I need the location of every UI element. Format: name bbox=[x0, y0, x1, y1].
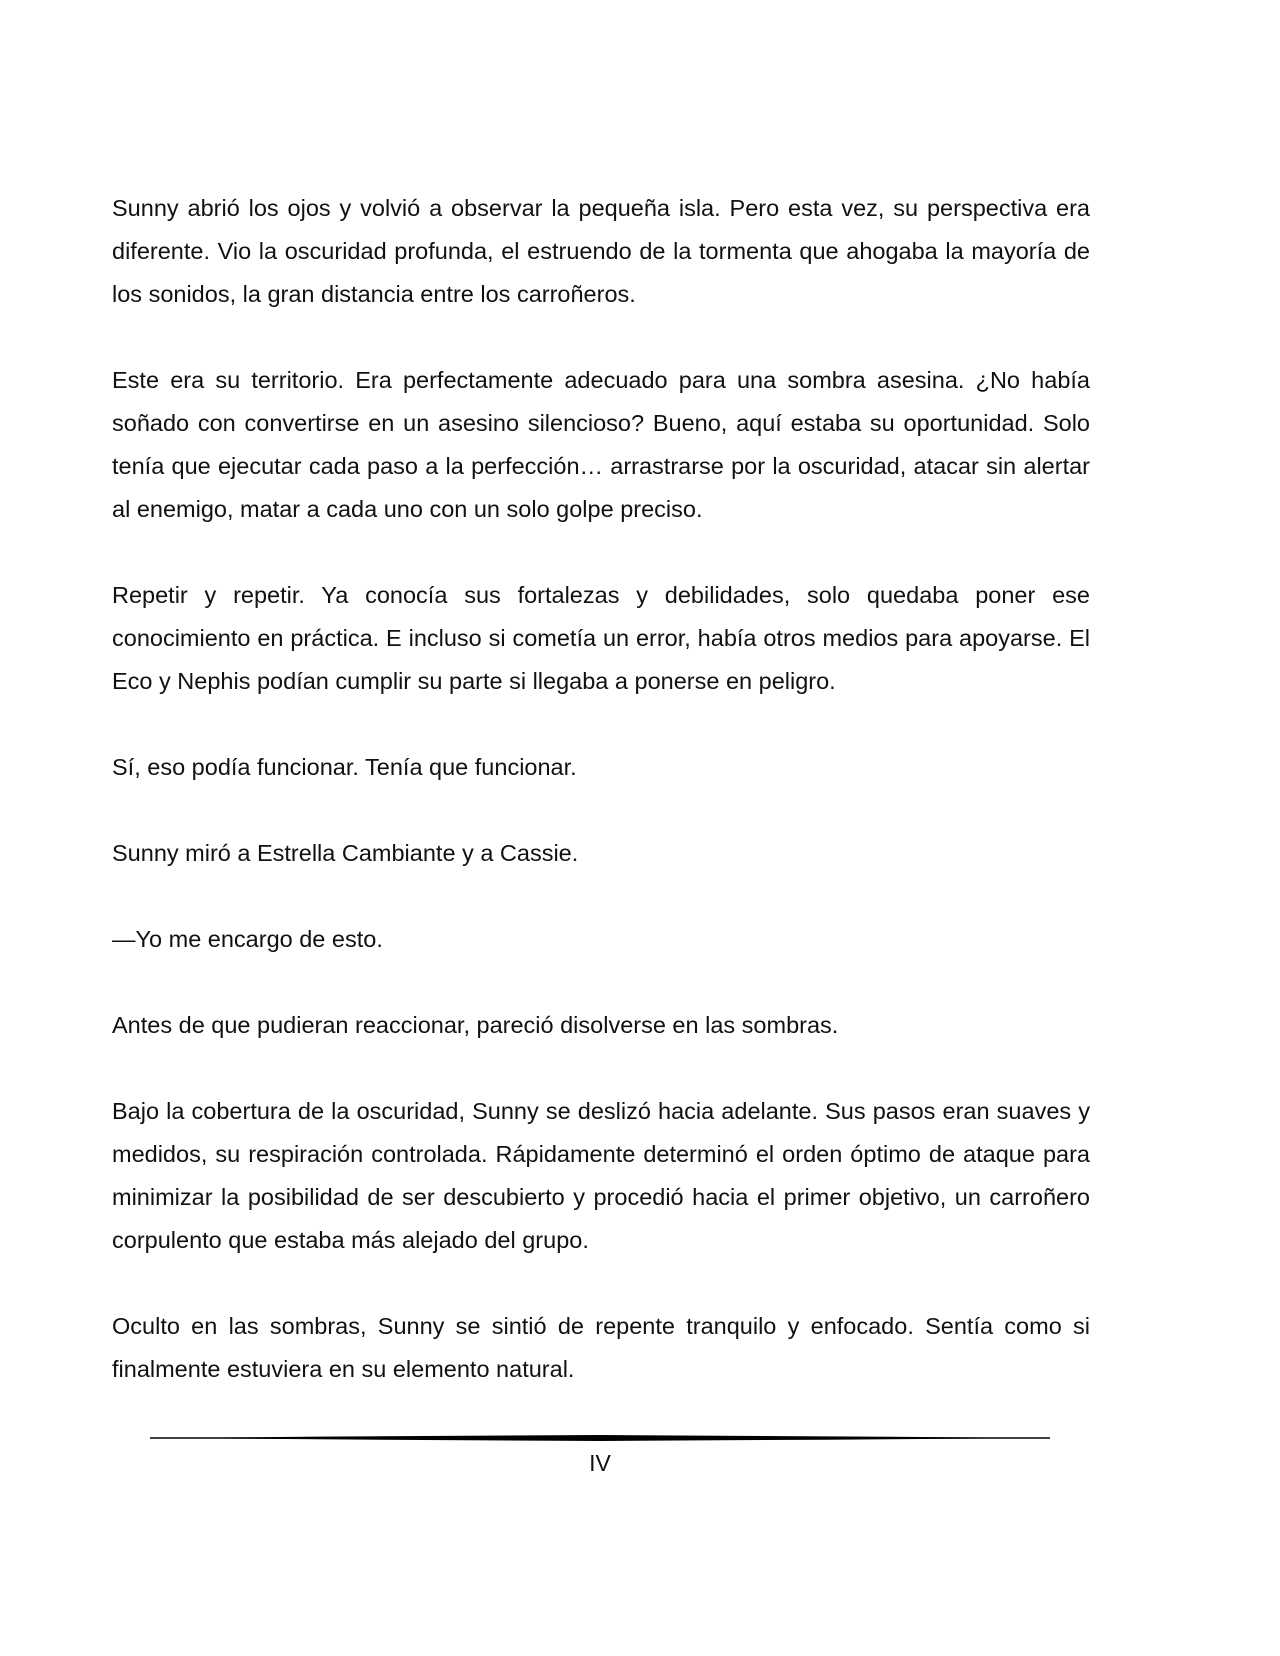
paragraph: Antes de que pudieran reaccionar, pareció disolverse en las sombras. bbox=[112, 1012, 839, 1038]
paragraph: Oculto en las sombras, Sunny se sintió de repente tranquilo y enfocado. Sentía como si finalmente estuviera en su elemento natural. bbox=[112, 1313, 1090, 1382]
paragraph: Este era su territorio. Era perfectamente adecuado para una sombra asesina. ¿No había soñado con convertirse en un asesino silencioso? Bueno, aquí estaba su oportunidad. Solo tenía que ejecutar cada paso a la perfección… arrastrarse por la oscuridad, atacar sin alertar al enemigo, matar a cada uno con un solo golpe preciso. bbox=[112, 367, 1090, 522]
paragraph: Repetir y repetir. Ya conocía sus fortalezas y debilidades, solo quedaba poner ese conocimiento en práctica. E incluso si cometía un error, había otros medios para apoyarse. El Eco y Nephis podían cumplir su parte si llegaba a ponerse en peligro. bbox=[112, 582, 1090, 694]
body-text bbox=[112, 187, 1090, 1434]
paragraph: Sí, eso podía funcionar. Tenía que funcionar. bbox=[112, 754, 577, 780]
paragraph: Sunny abrió los ojos y volvió a observar la pequeña isla. Pero esta vez, su perspectiva era diferente. Vio la oscuridad profunda, el estruendo de la tormenta que ahogaba la mayoría de los sonidos, la gran distancia entre los carroñeros. bbox=[112, 195, 1090, 307]
page-number: IV bbox=[589, 1450, 611, 1476]
paragraph: Sunny miró a Estrella Cambiante y a Cassie. bbox=[112, 840, 579, 866]
ornamental-divider bbox=[150, 1432, 1050, 1444]
paragraph: Bajo la cobertura de la oscuridad, Sunny se deslizó hacia adelante. Sus pasos eran suaves y medidos, su respiración controlada. Rápidamente determinó el orden óptimo de ataque para minimizar la posibilidad de ser descubierto y procedió hacia el primer objetivo, un carroñero corpulento que estaba más alejado del grupo. bbox=[112, 1098, 1090, 1253]
paragraph: —Yo me encargo de esto. bbox=[112, 926, 383, 952]
